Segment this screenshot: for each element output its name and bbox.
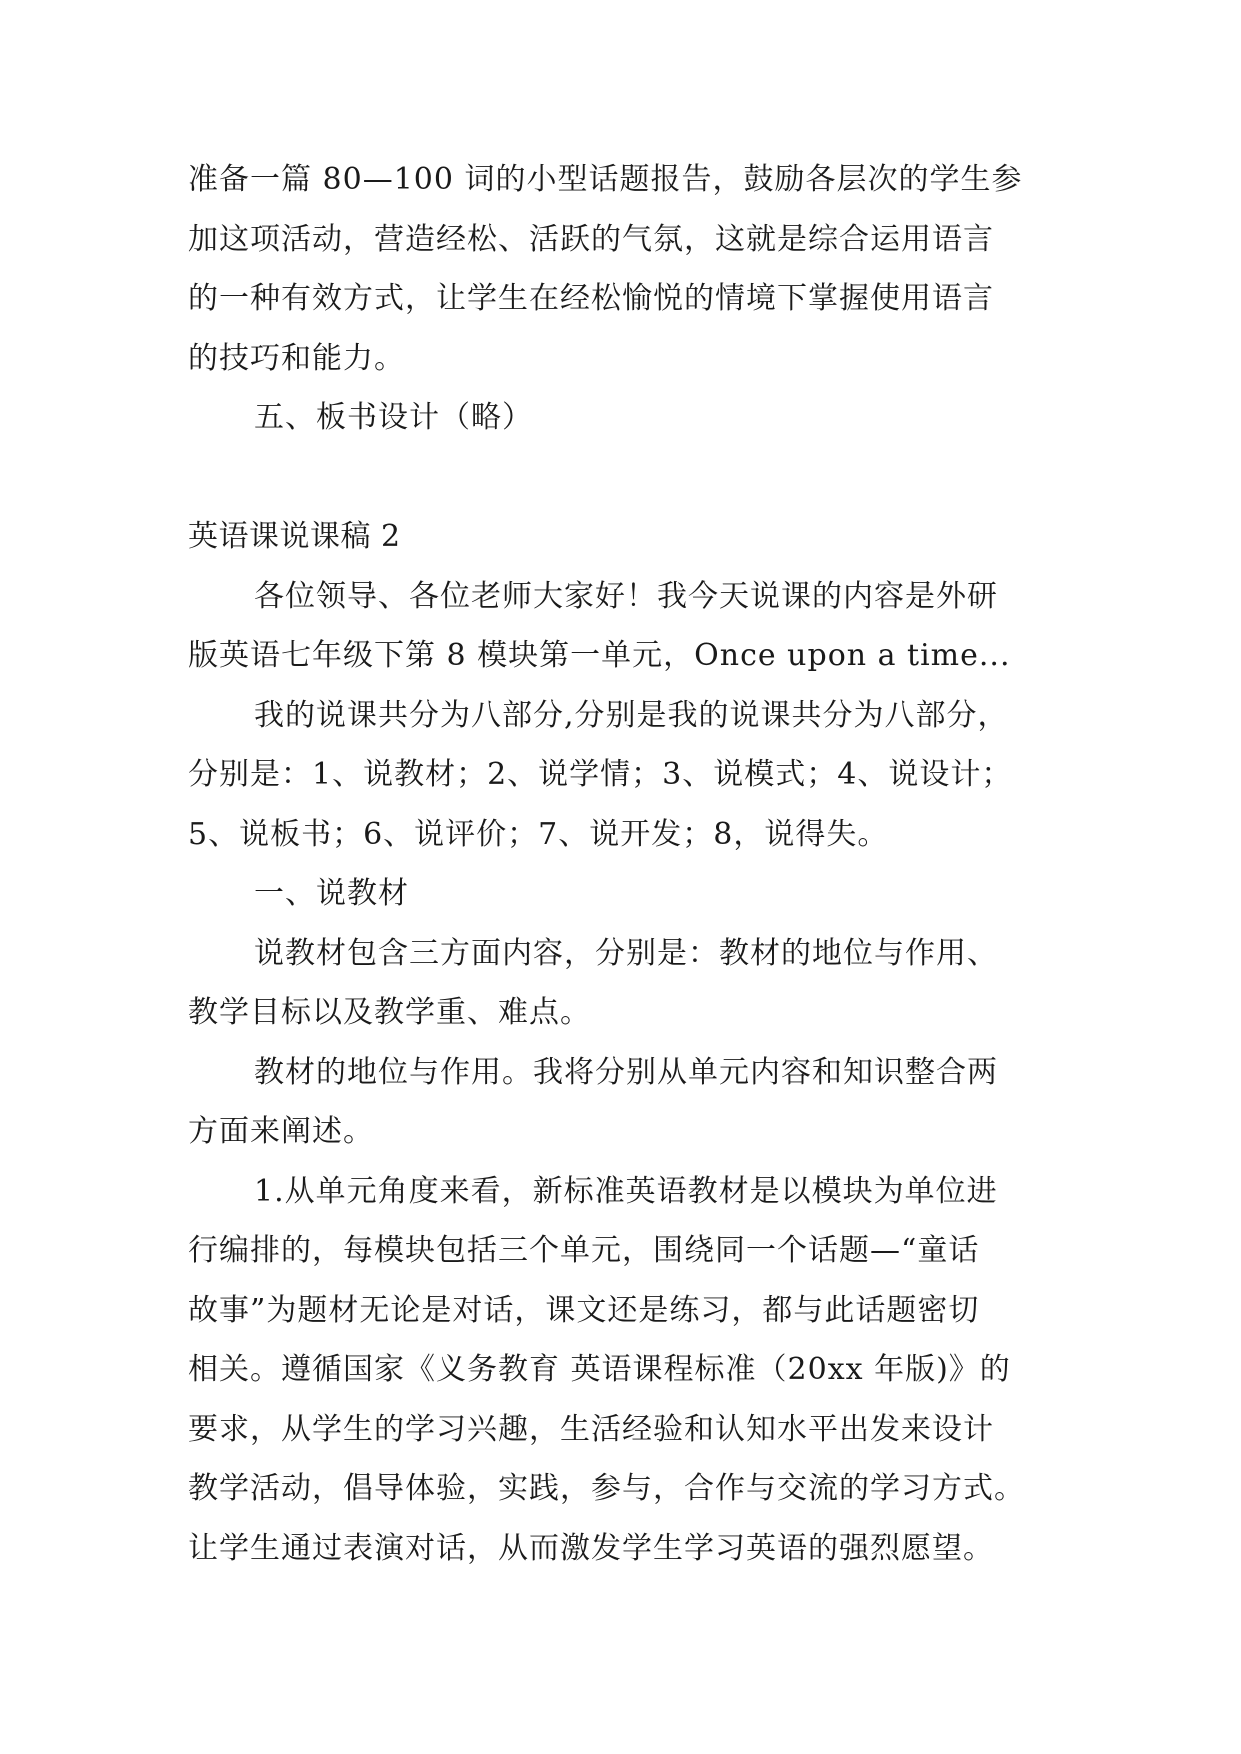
paragraph-line: 行编排的，每模块包括三个单元，围绕同一个话题—“童话	[188, 1233, 980, 1268]
paragraph-line: 故事”为题材无论是对话，课文还是练习，都与此话题密切	[188, 1292, 980, 1328]
paragraph-line: 版英语七年级下第 8 模块第一单元，Once upon a time...	[188, 638, 1011, 673]
paragraph-line: 说教材包含三方面内容，分别是：教材的地位与作用、	[254, 935, 998, 971]
section-heading: 五、板书设计（略）	[254, 400, 533, 435]
paragraph-line: 的一种有效方式，让学生在经松愉悦的情境下掌握使用语言	[188, 281, 994, 316]
paragraph-line: 各位领导、各位老师大家好！我今天说课的内容是外研	[254, 578, 998, 614]
paragraph-line: 要求，从学生的学习兴趣，生活经验和认知水平出发来设计	[188, 1411, 994, 1447]
paragraph-line: 让学生通过表演对话，从而激发学生学习英语的强烈愿望。	[188, 1530, 994, 1566]
paragraph-line: 相关。遵循国家《义务教育 英语课程标准（20xx 年版)》的	[188, 1352, 1011, 1387]
paragraph-line: 分别是：1、说教材；2、说学情；3、说模式；4、说设计；	[188, 757, 1013, 792]
section-heading: 一、说教材	[254, 876, 409, 911]
paragraph-line: 教学目标以及教学重、难点。	[188, 995, 591, 1030]
paragraph-line: 教学活动，倡导体验，实践，参与，合作与交流的学习方式。	[188, 1471, 1025, 1506]
paragraph-line: 教材的地位与作用。我将分别从单元内容和知识整合两	[254, 1054, 998, 1090]
document-title: 英语课说课稿 2	[188, 519, 401, 554]
paragraph-line: 1.从单元角度来看，新标准英语教材是以模块为单位进	[254, 1173, 998, 1209]
paragraph-line: 加这项活动，营造经松、活跃的气氛，这就是综合运用语言	[188, 221, 994, 257]
paragraph-line: 我的说课共分为八部分,分别是我的说课共分为八部分，	[254, 697, 1009, 733]
paragraph-line: 5、说板书；6、说评价；7、说开发；8，说得失。	[188, 816, 889, 852]
blank-line	[188, 448, 1068, 508]
document-body	[188, 150, 1068, 1578]
paragraph-line: 准备一篇 80—100 词的小型话题报告，鼓励各层次的学生参	[188, 162, 1023, 197]
paragraph-line: 的技巧和能力。	[188, 340, 405, 376]
paragraph-line: 方面来阐述。	[188, 1114, 374, 1149]
